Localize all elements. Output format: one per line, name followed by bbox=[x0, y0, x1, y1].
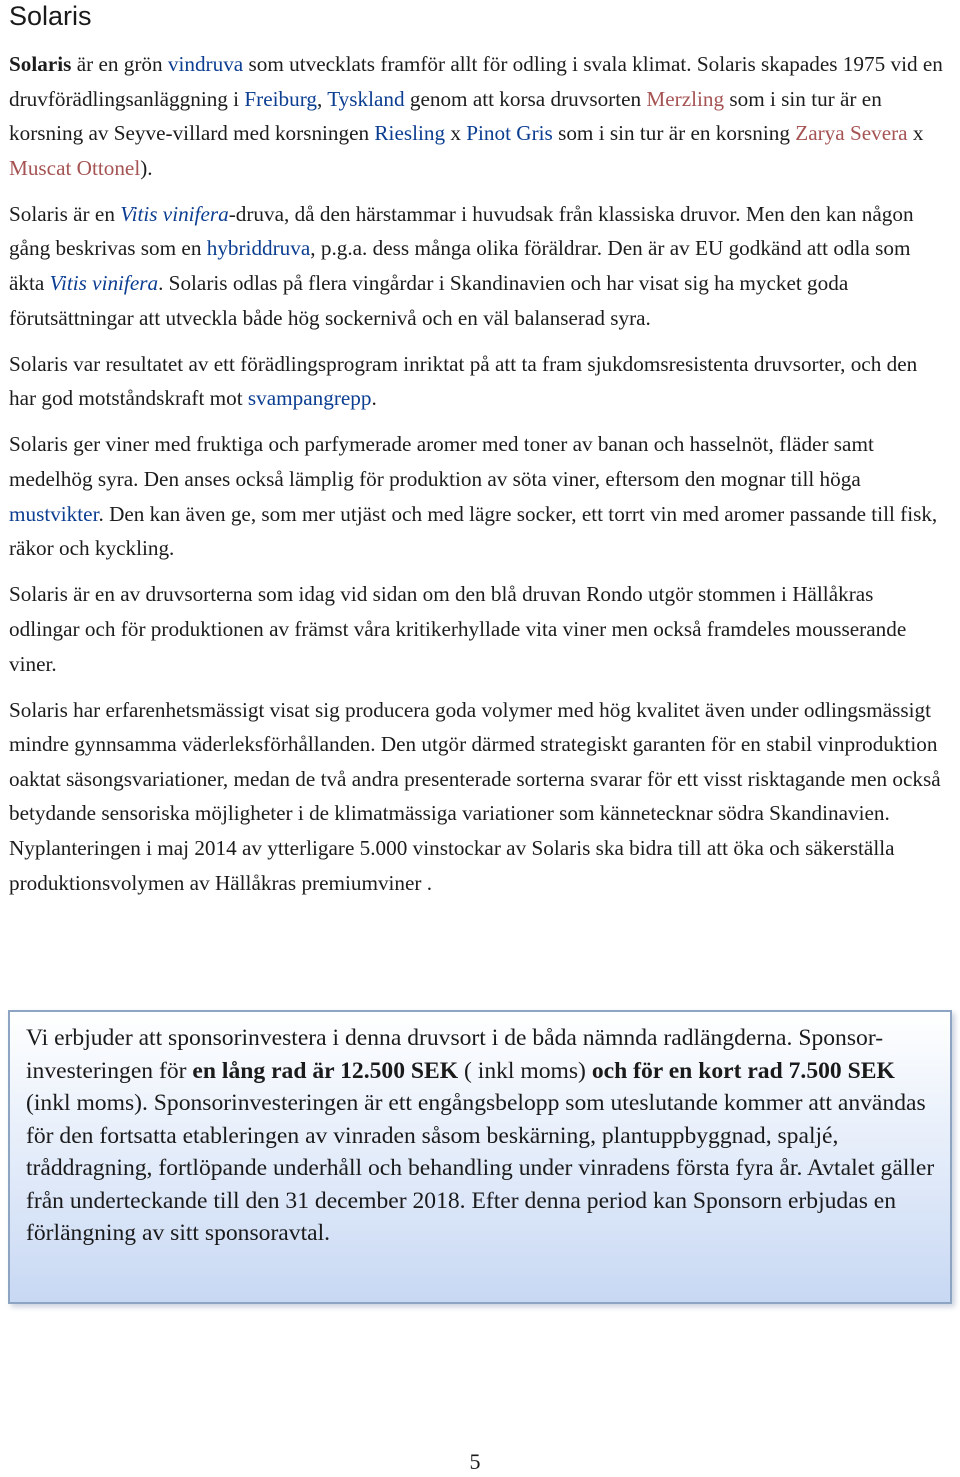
link-merzling[interactable]: Merzling bbox=[646, 86, 725, 111]
sponsor-offer-text bbox=[26, 1022, 941, 1250]
link-mustvikter[interactable]: mustvikter bbox=[9, 501, 99, 526]
text-span: som i sin tur är en korsning bbox=[552, 121, 796, 146]
text-span: är en grön bbox=[71, 52, 168, 76]
text-span: . bbox=[371, 386, 377, 411]
term-solaris: Solaris bbox=[9, 52, 72, 76]
link-tyskland[interactable]: Tyskland bbox=[327, 86, 405, 111]
sponsor-offer-box bbox=[8, 1010, 952, 1304]
link-vitis-vinifera-2[interactable]: Vitis vinifera bbox=[49, 271, 159, 296]
link-hybriddruva[interactable]: hybriddruva bbox=[206, 236, 311, 261]
page-number: 5 bbox=[469, 1449, 481, 1474]
text-span: -druva, då den härstammar i huvudsak från klassiska druvor. Men den kan någon gång beskrivas som en bbox=[9, 201, 914, 261]
text-span: som utvecklats framför allt för odling i svala klimat. Solaris skapades 1975 vid en druvförädlingsanläggning i bbox=[9, 52, 943, 111]
paragraph-vitis-vinifera bbox=[9, 197, 944, 335]
text-span: ( inkl moms) bbox=[458, 1057, 592, 1084]
link-zarya-severa[interactable]: Zarya Severa bbox=[795, 121, 908, 146]
link-freiburg[interactable]: Freiburg bbox=[244, 86, 317, 111]
paragraph-resistance bbox=[9, 347, 944, 416]
text-span: Vi erbjuder att sponsorinvestera i denna druvsort i de båda nämnda radlängderna. Sponsor-investeringen för bbox=[26, 1025, 884, 1084]
text-span: . Solaris odlas på flera vingårdar i Skandinavien och har visat sig ha mycket goda förutsättningar att utveckla både hög sockernivå och en väl balanserad syra. bbox=[9, 271, 849, 330]
paragraph-hallakra: Solaris är en av druvsorterna som idag vid sidan om den blå druvan Rondo utgör stommen i Hällåkras odlingar och för produktionen av främst våra kritikerhyllade vita viner men också framdeles mousserande viner. bbox=[9, 582, 907, 676]
link-vindruva[interactable]: vindruva bbox=[167, 52, 244, 76]
link-pinot-gris[interactable]: Pinot Gris bbox=[466, 121, 553, 146]
paragraph-aromas bbox=[9, 427, 944, 565]
text-span: Solaris ger viner med fruktiga och parfymerade aromer med toner av banan och hasselnöt, fläder samt medelhög syra. Den anses också lämplig för produktion av söta viner, eftersom den mognar till höga bbox=[9, 432, 874, 492]
link-vitis-vinifera[interactable]: Vitis vinifera bbox=[120, 201, 229, 226]
text-span: , bbox=[316, 86, 328, 111]
text-span: , p.g.a. dess många olika föräldrar. Den är av EU godkänd att odla som äkta bbox=[9, 236, 911, 296]
paragraph-volumes: Solaris har erfarenhetsmässigt visat sig producera goda volymer med hög kvalitet även under odlingsmässigt mindre gynnsamma väderleksförhållanden. Den utgör därmed strategiskt garanten för en stabil vinproduktion oaktat säsongsvariationer, medan de två andra presenterade sorterna svarar för ett visst risktagande men också betydande sensoriska möjligheter i de klimatmässiga variationer som kännetecknar södra Skandinavien. Nyplanteringen i maj 2014 av ytterligare 5.000 vinstockar av Solaris ska bidra till att öka och säkerställa produktionsvolymen av Hällåkras premiumviner . bbox=[9, 697, 941, 895]
text-span: genom att korsa druvsorten bbox=[404, 86, 647, 111]
text-span: (inkl moms). Sponsorinvesteringen är ett engångsbelopp som uteslutande kommer att användas för den fortsatta etableringen av vinraden såsom beskärning, plantuppbyggnad, spaljé, tråddragning, fortlöpande underhåll och behandling under vinradens första fyra år. Avtalet gäller från underteckande till den 31 december 2018. Efter denna period kan Sponsorn erbjudas en förlängning av sitt sponsoravtal. bbox=[26, 1090, 935, 1246]
link-muscat-ottonel[interactable]: Muscat Ottonel bbox=[9, 155, 141, 180]
text-span: Solaris var resultatet av ett förädlingsprogram inriktat på att ta fram sjukdomsresistenta druvsorter, och den har god motståndskraft mot bbox=[9, 351, 918, 411]
link-riesling[interactable]: Riesling bbox=[374, 121, 446, 146]
text-span: ). bbox=[140, 155, 153, 180]
page-title: Solaris bbox=[9, 1, 92, 31]
short-row-price: och för en kort rad 7.500 SEK bbox=[591, 1057, 895, 1084]
article-body bbox=[9, 47, 944, 912]
long-row-price: en lång rad är 12.500 SEK bbox=[192, 1057, 459, 1084]
text-span: som i sin tur är en korsning av Seyve-villard med korsningen bbox=[9, 86, 882, 146]
text-span: Solaris är en bbox=[9, 201, 121, 226]
text-span: x bbox=[907, 121, 924, 146]
paragraph-intro bbox=[9, 47, 944, 185]
text-span: . Den kan även ge, som mer utjäst och med lägre socker, ett torrt vin med aromer passande till fisk, räkor och kyckling. bbox=[9, 501, 938, 561]
text-span: x bbox=[445, 121, 467, 146]
link-svampangrepp[interactable]: svampangrepp bbox=[247, 386, 372, 411]
